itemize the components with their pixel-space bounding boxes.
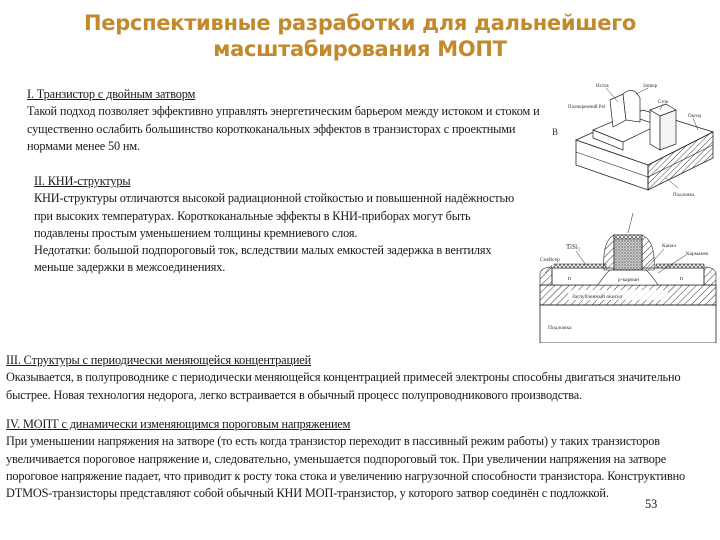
panel-letter: В (552, 127, 559, 137)
label-pocket: Карманек (686, 251, 709, 257)
section-text: При уменьшении напряжения на затворе (то есть когда транзистор переходит в пассивный режим работы) у таких транзисторов увеличивается пороговое напряжение и, следовательно, уменьшается подпороговый ток. При увеличении напряжения на затворе пороговое напряжение падает, что приводит к росту тока стока и увеличению нагрузочной способности транзистора. Конструктивно DTMOS-транзисторы представляют собой обычный КНИ МОП-транзистор, у которого затвор соединён с подложкой. (6, 434, 686, 501)
label-p-well: p-карман (618, 277, 640, 283)
section-heading: III. Структуры с периодически меняющейся концентрацией (6, 353, 312, 367)
label-gate: Затвор (643, 84, 658, 89)
section-soi (34, 173, 514, 277)
section-periodic-concentration (6, 352, 706, 404)
section-heading: II. КНИ-структуры (34, 174, 131, 188)
section-text: КНИ-структуры отличаются высокой радиационной стойкостью и повышенной надёжностью при высоких температурах. Короткоканальные эффекты в КНИ-приборах могут быть подавлены простым уменьшением толщины кремниевого слоя. (34, 191, 514, 240)
label-poly: Поликремний Рel (568, 105, 606, 110)
section-heading: IV. МОПТ с динамически изменяющимся пороговым напряжением (6, 417, 351, 431)
label-spacer: Спейсер (540, 257, 560, 263)
label-substrate: Подложка (548, 325, 572, 331)
section-text: Недотатки: большой подпороговый ток, вследствии малых емкостей задержка в вентилях меньше задержки в межсоединениях. (34, 243, 492, 275)
title-line-2: масштабирования МОПТ (213, 37, 507, 61)
title-line-1: Перспективные разработки для дальнейшего (83, 11, 637, 35)
page-number: 53 (645, 497, 658, 511)
label-buried-oxide: Заглубленный окисел (572, 294, 623, 300)
label-drain: Сток (658, 100, 669, 105)
slide-title (0, 10, 720, 62)
section-dtmos (6, 416, 706, 502)
section-text: Такой подход позволяет эффективно управлять энергетическим барьером между истоком и стоком и существенно ослабить большинство короткоканальных эффектов в транзисторах с проектными нормами менее 50 нм. (27, 104, 540, 153)
soi-cross-section-figure (528, 213, 720, 343)
double-gate-transistor-figure (548, 80, 720, 200)
section-text: Оказывается, в полупроводнике с периодически меняющейся концентрацией примесей электроны способны двигаться значительно быстрее. Новая технология недорога, легко встраивается в обычный процесс полупроводникового производства. (6, 370, 681, 402)
label-substrate: Подложка (673, 193, 695, 198)
label-channel: Канал (662, 243, 677, 249)
label-source: Исток (596, 84, 609, 89)
label-n-right: n (680, 276, 683, 282)
label-oxide: Оксид (688, 114, 702, 119)
label-n-left: n (568, 276, 571, 282)
section-double-gate (27, 86, 557, 155)
section-heading: I. Транзистор с двойным затворм (27, 87, 196, 101)
label-tisi2: TiSi₂ (566, 243, 581, 251)
